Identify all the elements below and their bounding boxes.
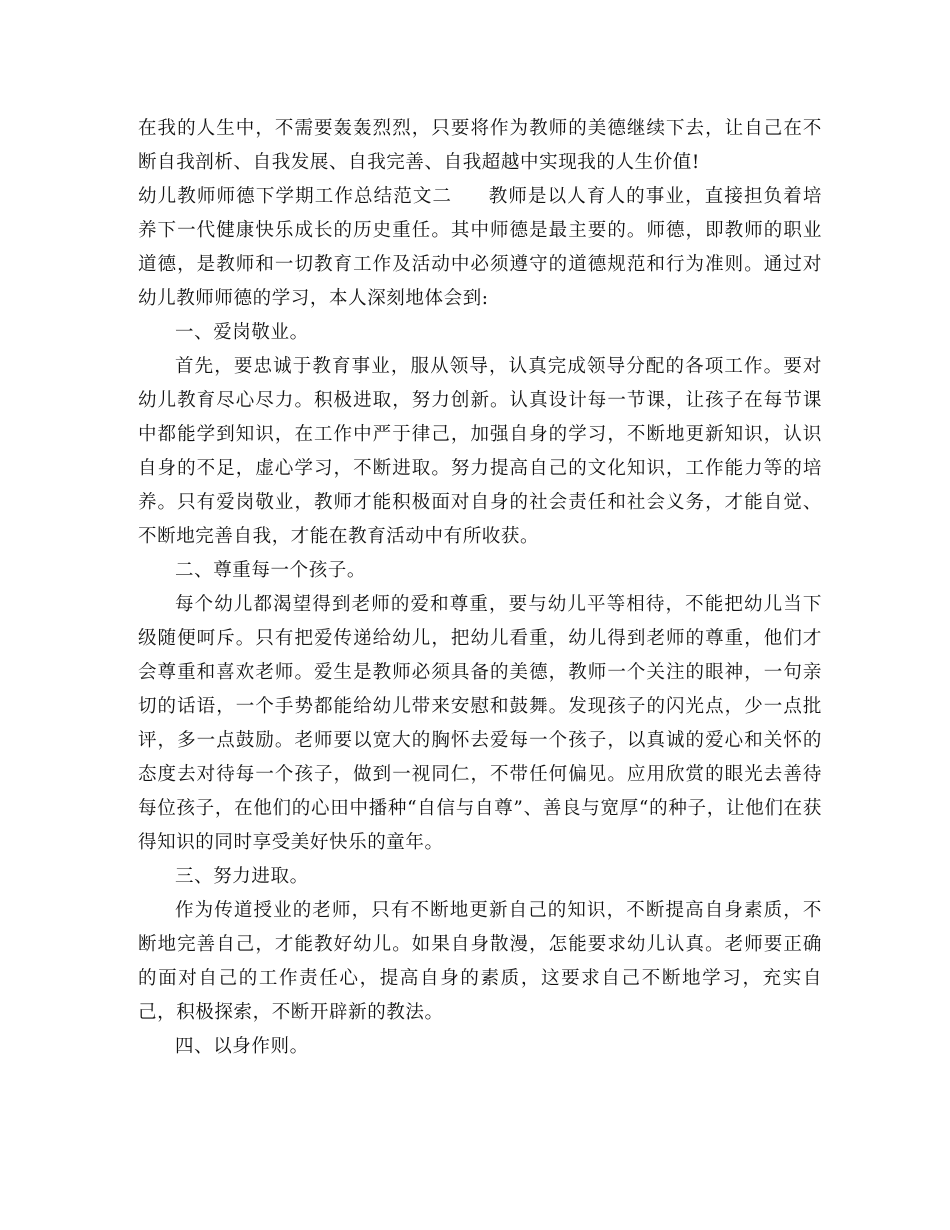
paragraph-closing: 在我的人生中，不需要轰轰烈烈，只要将作为教师的美德继续下去，让自己在不断自我剖析、自我发展、自我完善、自我超越中实现我的人生价值!: [138, 118, 822, 173]
paragraph-strive: 作为传道授业的老师，只有不断地更新自己的知识，不断提高自身素质，不断地完善自己，才能教好幼儿。如果自身散漫，怎能要求幼儿认真。老师要正确的面对自己的工作责任心，提高自身的素质，这要求自己不断地学习，充实自己，积极探索，不断开辟新的教法。: [138, 900, 822, 1023]
article-title: 幼儿教师师德下学期工作总结范文二: [138, 186, 453, 207]
paragraph-respect-children: 每个幼儿都渴望得到老师的爱和尊重，要与幼儿平等相待，不能把幼儿当下级随便呵斥。只有把爱传递给幼儿，把幼儿看重，幼儿得到老师的尊重，他们才会尊重和喜欢老师。爱生是教师必须具备的美德，教师一个关注的眼神，一句亲切的话语，一个手势都能给幼儿带来安慰和鼓舞。发现孩子的闪光点，少一点批评，多一点鼓励。老师要以宽大的胸怀去爱每一个孩子，以真诚的爱心和关怀的态度去对待每一个孩子，做到一视同仁，不带任何偏见。应用欣赏的眼光去善待每位孩子，在他们的心田中播种“自信与自尊”、善良与宽厚“的种子，让他们在获得知识的同时享受美好快乐的童年。: [138, 594, 822, 853]
heading-set-example: 四、以身作则。: [175, 1036, 309, 1057]
paragraph-intro: [138, 180, 822, 316]
heading-respect-children: 二、尊重每一个孩子。: [175, 560, 367, 581]
document-body: [138, 112, 822, 1064]
heading-love-job: 一、爱岗敬业。: [175, 322, 309, 343]
paragraph-love-job: 首先，要忠诚于教育事业，服从领导，认真完成领导分配的各项工作。要对幼儿教育尽心尽力。积极进取，努力创新。认真设计每一节课，让孩子在每节课中都能学到知识，在工作中严于律己，加强自身的学习，不断地更新知识，认识自身的不足，虚心学习，不断进取。努力提高自己的文化知识，工作能力等的培养。只有爱岗敬业，教师才能积极面对自身的社会责任和社会义务，才能自觉、不断地完善自我，才能在教育活动中有所收获。: [138, 356, 822, 547]
heading-strive: 三、努力进取。: [175, 866, 309, 887]
intro-text: 教师是以人育人的事业，直接担负着培养下一代健康快乐成长的历史重任。其中师德是最主要的。师德，即教师的职业道德，是教师和一切教育工作及活动中必须遵守的道德规范和行为准则。通过对幼儿教师师德的学习，本人深刻地体会到:: [138, 186, 823, 309]
